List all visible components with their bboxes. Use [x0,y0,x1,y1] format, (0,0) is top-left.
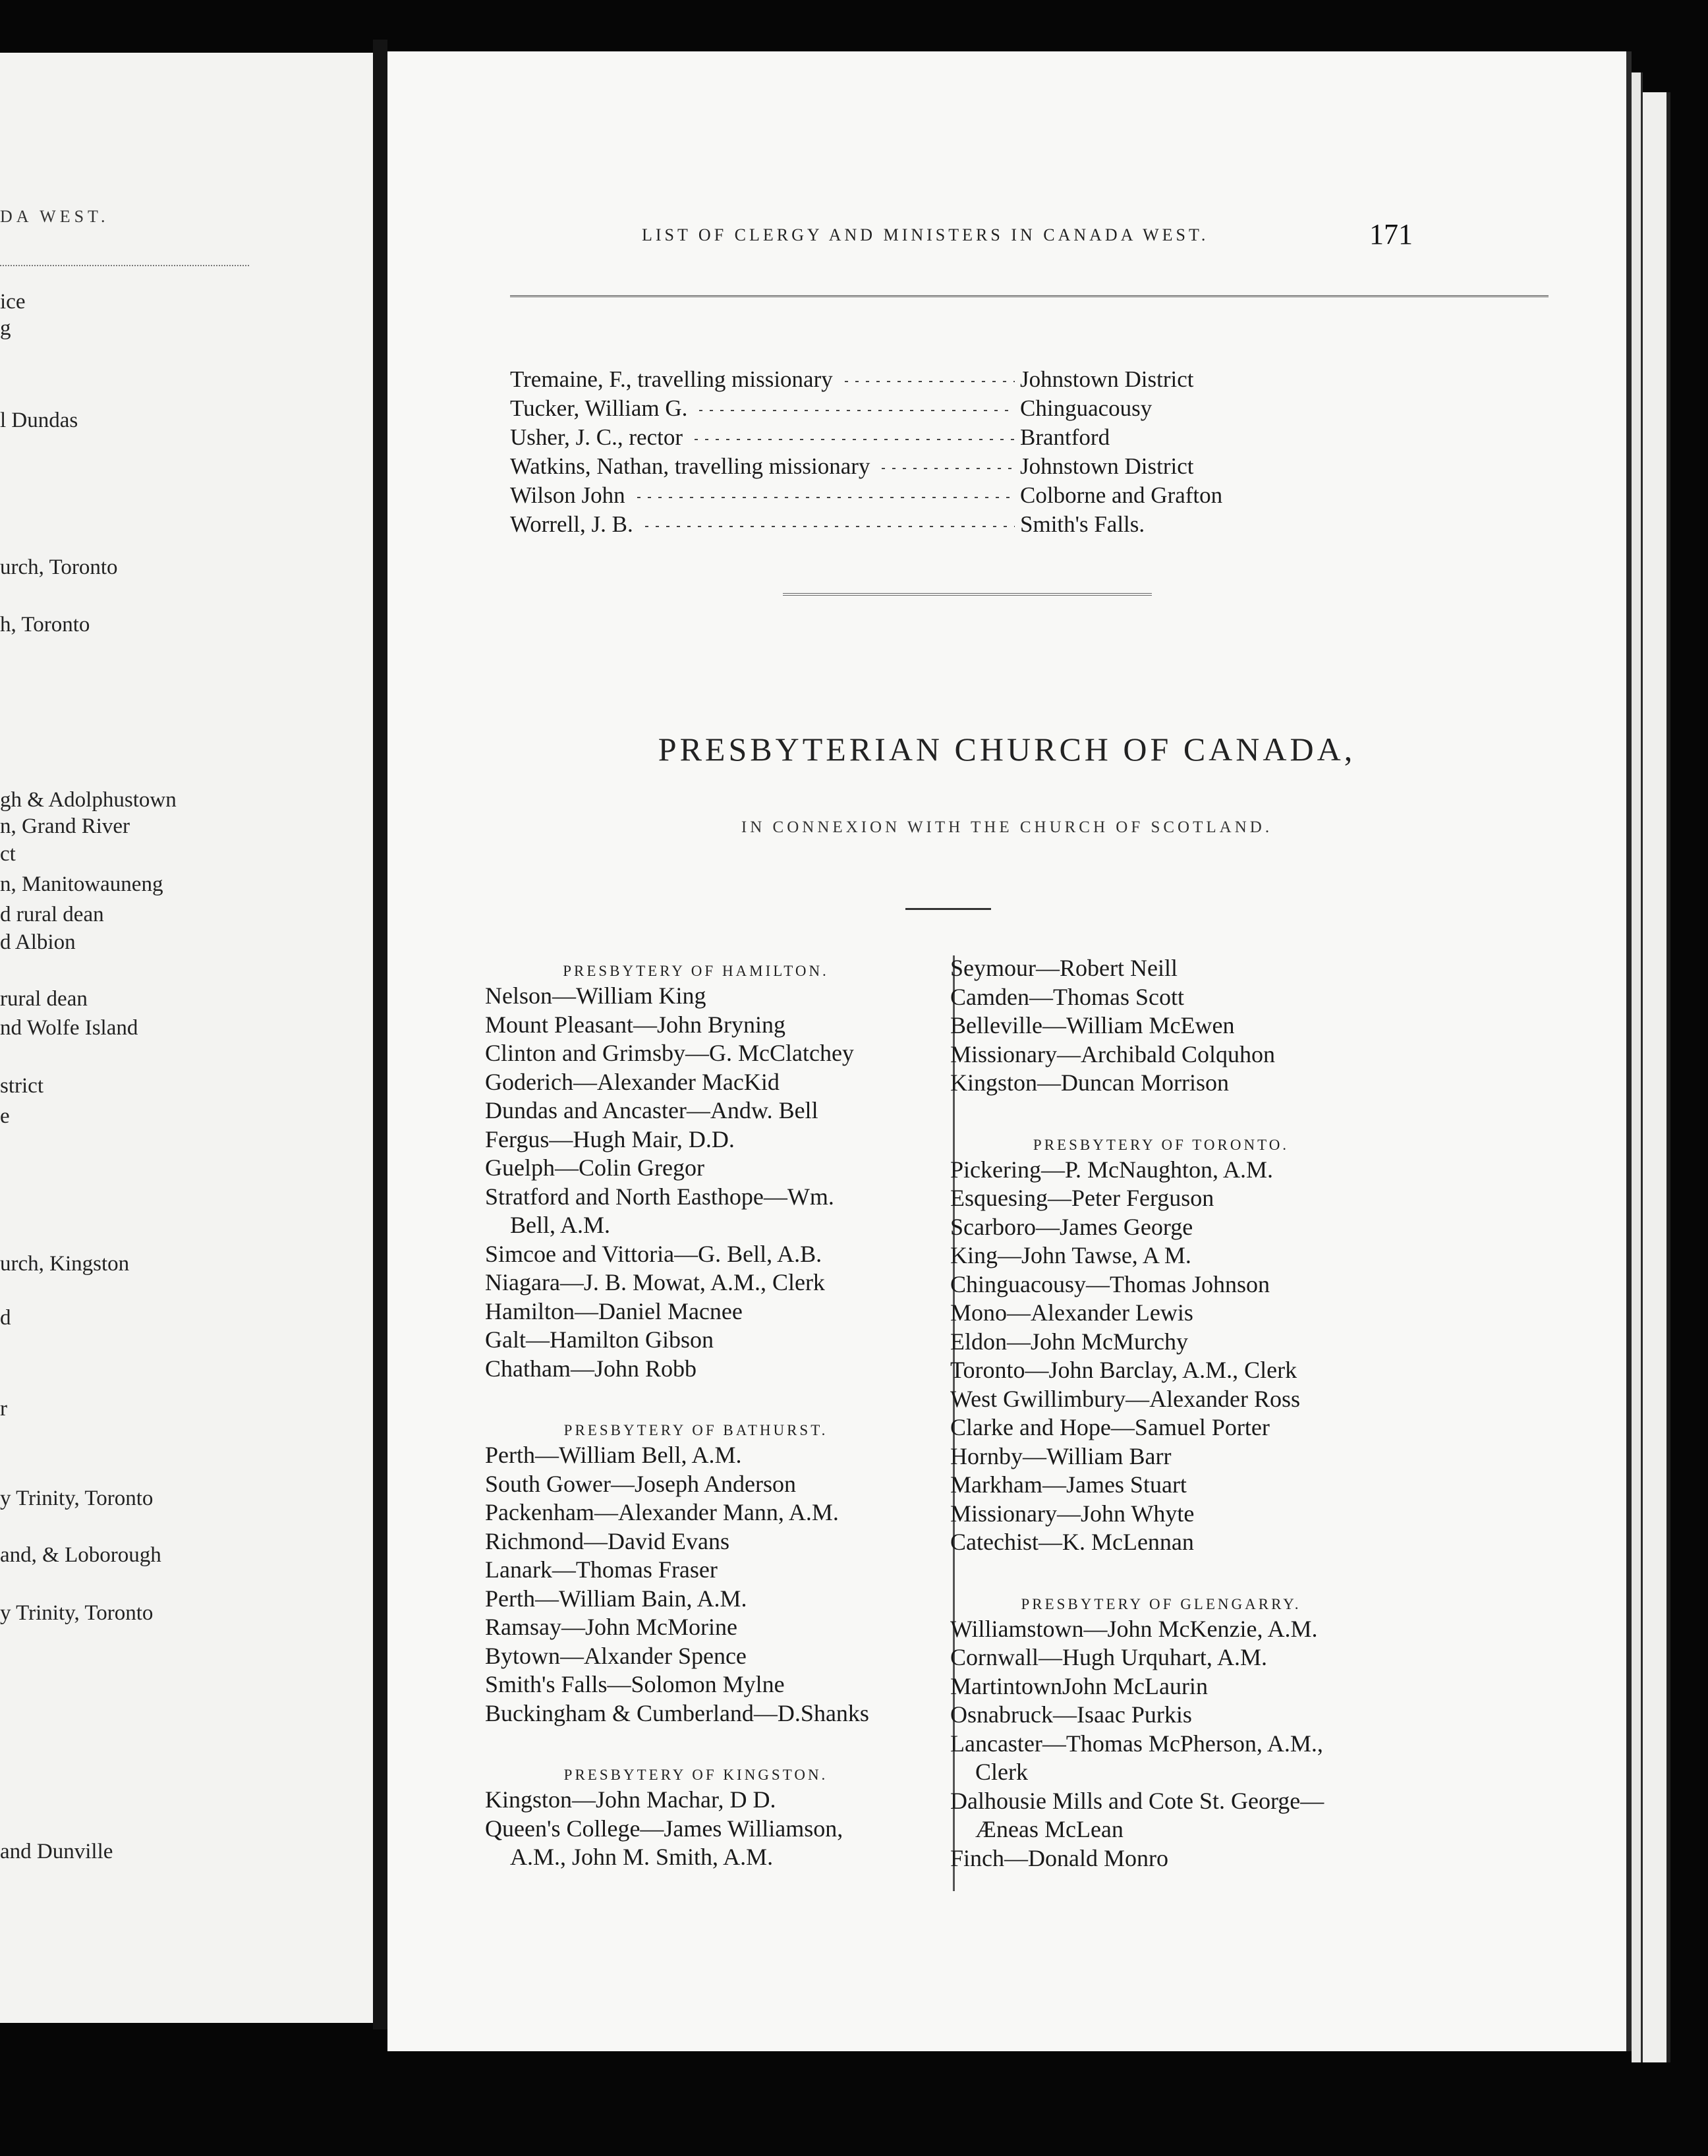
clergy-entry [510,511,1268,540]
left-page-line: and, & Loborough [0,1543,161,1567]
congregation-entry: Fergus—Hugh Mair, D.D. [485,1125,735,1152]
congregation-entry: Kingston—Duncan Morrison [950,1069,1229,1096]
congregation-entry: Perth—William Bell, A.M. [485,1442,742,1468]
clergy-name: Watkins, Nathan, travelling missionary [510,453,870,479]
church-title: PRESBYTERIAN CHURCH OF CANADA, [658,731,1356,768]
right-page [387,51,1632,2051]
congregation-entry: Nelson—William King [485,982,706,1009]
presbytery-block [950,1594,1372,1873]
page-edge [1643,92,1670,2062]
congregation-entry-continued: Æneas McLean [975,1816,1124,1842]
congregation-entry: Catechist—K. McLennan [950,1529,1194,1555]
left-page-line: d Albion [0,930,76,954]
clergy-entry [510,453,1268,482]
congregation-entry: Clinton and Grimsby—G. McClatchey [485,1040,854,1066]
congregation-entry: Missionary—John Whyte [950,1500,1195,1527]
congregation-entry: Packenham—Alexander Mann, A.M. [485,1499,839,1525]
presbytery-block [950,954,1372,1098]
page-edge [1632,72,1643,2062]
presbytery-heading: PRESBYTERY OF HAMILTON. [563,963,829,979]
leader-dots [699,410,1015,411]
left-page-line: g [0,316,11,340]
congregation-entry: Scarboro—James George [950,1213,1193,1240]
congregation-entry: MartintownJohn McLaurin [950,1672,1208,1699]
congregation-entry: Seymour—Robert Neill [950,955,1178,981]
presbytery-heading: PRESBYTERY OF KINGSTON. [563,1767,828,1783]
congregation-entry: Dundas and Ancaster—Andw. Bell [485,1097,818,1123]
leader-dots [845,381,1015,382]
congregation-entry-continued: Clerk [975,1759,1028,1785]
presbytery-block [485,1420,907,1728]
left-page-line: r [0,1397,7,1421]
page-number: 171 [1369,218,1413,250]
congregation-entry: Stratford and North Easthope—Wm. [485,1183,834,1210]
congregation-entry: Belleville—William McEwen [950,1012,1235,1038]
left-page-line: n, Manitowauneng [0,872,163,896]
leader-dots [882,468,1015,469]
congregation-entry: Lanark—Thomas Fraser [485,1556,718,1583]
presbytery-heading: PRESBYTERY OF BATHURST. [563,1422,828,1438]
congregation-entry: Esquesing—Peter Ferguson [950,1185,1214,1211]
congregation-entry: Buckingham & Cumberland—D.Shanks [485,1699,869,1726]
presbytery-block [950,1135,1372,1557]
clergy-entry [510,482,1268,511]
clergy-entry [510,366,1268,395]
clergy-place: Chinguacousy [1020,395,1153,421]
congregation-entry: Smith's Falls—Solomon Mylne [485,1671,785,1697]
congregation-entry: Toronto—John Barclay, A.M., Clerk [950,1357,1297,1383]
congregation-entry: Osnabruck—Isaac Purkis [950,1701,1192,1728]
congregation-entry: Bytown—Alxander Spence [485,1642,747,1669]
left-page-line: and Dunville [0,1840,113,1863]
congregation-entry: Galt—Hamilton Gibson [485,1326,714,1353]
congregation-entry: Perth—William Bain, A.M. [485,1585,747,1612]
section-separator [783,593,1152,596]
congregation-entry: Eldon—John McMurchy [950,1328,1188,1355]
congregation-entry: Williamstown—John McKenzie, A.M. [950,1615,1318,1642]
congregation-entry: Simcoe and Vittoria—G. Bell, A.B. [485,1240,822,1267]
congregation-entry: Chatham—John Robb [485,1355,697,1382]
clergy-place: Brantford [1020,424,1110,450]
congregation-entry: Markham—James Stuart [950,1471,1187,1498]
presbytery-block [485,961,907,1383]
clergy-place: Johnstown District [1020,453,1194,479]
left-page-running-head: DA WEST. [0,207,109,226]
left-page-line: nd Wolfe Island [0,1016,138,1040]
congregation-entry: Missionary—Archibald Colquhon [950,1040,1275,1067]
clergy-entry [510,424,1268,453]
title-rule [905,908,991,910]
clergy-name: Usher, J. C., rector [510,424,683,450]
left-page-line: h, Toronto [0,613,90,637]
congregation-entry: Mount Pleasant—John Bryning [485,1011,785,1038]
congregation-entry: Niagara—J. B. Mowat, A.M., Clerk [485,1269,825,1295]
left-page-line: n, Grand River [0,814,130,838]
congregation-entry: South Gower—Joseph Anderson [485,1470,796,1497]
congregation-entry: Cornwall—Hugh Urquhart, A.M. [950,1644,1267,1670]
congregation-entry: Lancaster—Thomas McPherson, A.M., [950,1730,1323,1757]
congregation-entry: Mono—Alexander Lewis [950,1299,1193,1326]
left-page-line: l Dundas [0,409,78,432]
book-spine [373,40,387,2029]
left-page-line: ice [0,290,26,314]
congregation-entry: Kingston—John Machar, D D. [485,1786,776,1813]
left-page-line: urch, Kingston [0,1252,130,1276]
right-column [950,954,1372,1910]
clergy-place: Colborne and Grafton [1020,482,1223,508]
congregation-entry: Guelph—Colin Gregor [485,1154,704,1181]
left-page-line: strict [0,1074,43,1098]
presbytery-heading: PRESBYTERY OF TORONTO. [1033,1136,1290,1153]
congregation-entry: Finch—Donald Monro [950,1844,1168,1871]
left-page-rule [0,265,249,266]
congregation-entry: Clarke and Hope—Samuel Porter [950,1414,1270,1440]
church-subtitle: IN CONNEXION WITH THE CHURCH OF SCOTLAND. [741,818,1273,836]
congregation-entry-continued: A.M., John M. Smith, A.M. [510,1844,774,1870]
clergy-entry [510,395,1268,424]
left-page-line: d rural dean [0,903,104,926]
left-column [485,954,907,1909]
left-page-line: y Trinity, Toronto [0,1487,154,1510]
clergy-name: Tucker, William G. [510,395,688,421]
presbytery-heading: PRESBYTERY OF GLENGARRY. [1021,1595,1301,1612]
clergy-place: Johnstown District [1020,366,1194,392]
left-page-line: urch, Toronto [0,555,118,579]
clergy-name: Wilson John [510,482,625,508]
congregation-entry: Goderich—Alexander MacKid [485,1068,780,1095]
congregation-entry: Hornby—William Barr [950,1442,1172,1469]
left-page-line: d [0,1306,11,1330]
congregation-entry: Dalhousie Mills and Cote St. George— [950,1787,1324,1814]
left-facing-page [0,53,380,2023]
presbytery-block [485,1765,907,1872]
left-page-line: ct [0,842,16,866]
left-page-line: y Trinity, Toronto [0,1601,154,1625]
clergy-place: Smith's Falls. [1020,511,1145,537]
leader-dots [645,526,1015,527]
congregation-entry: King—John Tawse, A M. [950,1242,1191,1268]
leader-dots [637,497,1015,498]
congregation-entry: Richmond—David Evans [485,1527,729,1554]
clergy-name: Worrell, J. B. [510,511,633,537]
header-rule [510,295,1549,297]
congregation-entry: Camden—Thomas Scott [950,983,1184,1010]
leader-dots [695,439,1015,440]
congregation-entry: Hamilton—Daniel Macnee [485,1297,743,1324]
running-head: LIST OF CLERGY AND MINISTERS IN CANADA WEST. [642,225,1209,244]
congregation-entry: Pickering—P. McNaughton, A.M. [950,1156,1273,1183]
clergy-name: Tremaine, F., travelling missionary [510,366,833,392]
left-page-line: rural dean [0,987,88,1011]
congregation-entry: West Gwillimbury—Alexander Ross [950,1385,1301,1412]
congregation-entry: Chinguacousy—Thomas Johnson [950,1270,1270,1297]
congregation-entry: Ramsay—John McMorine [485,1614,737,1640]
left-page-line: e [0,1104,10,1128]
congregation-entry: Queen's College—James Williamson, [485,1815,843,1842]
left-page-line: gh & Adolphustown [0,788,177,812]
congregation-entry-continued: Bell, A.M. [510,1212,611,1238]
